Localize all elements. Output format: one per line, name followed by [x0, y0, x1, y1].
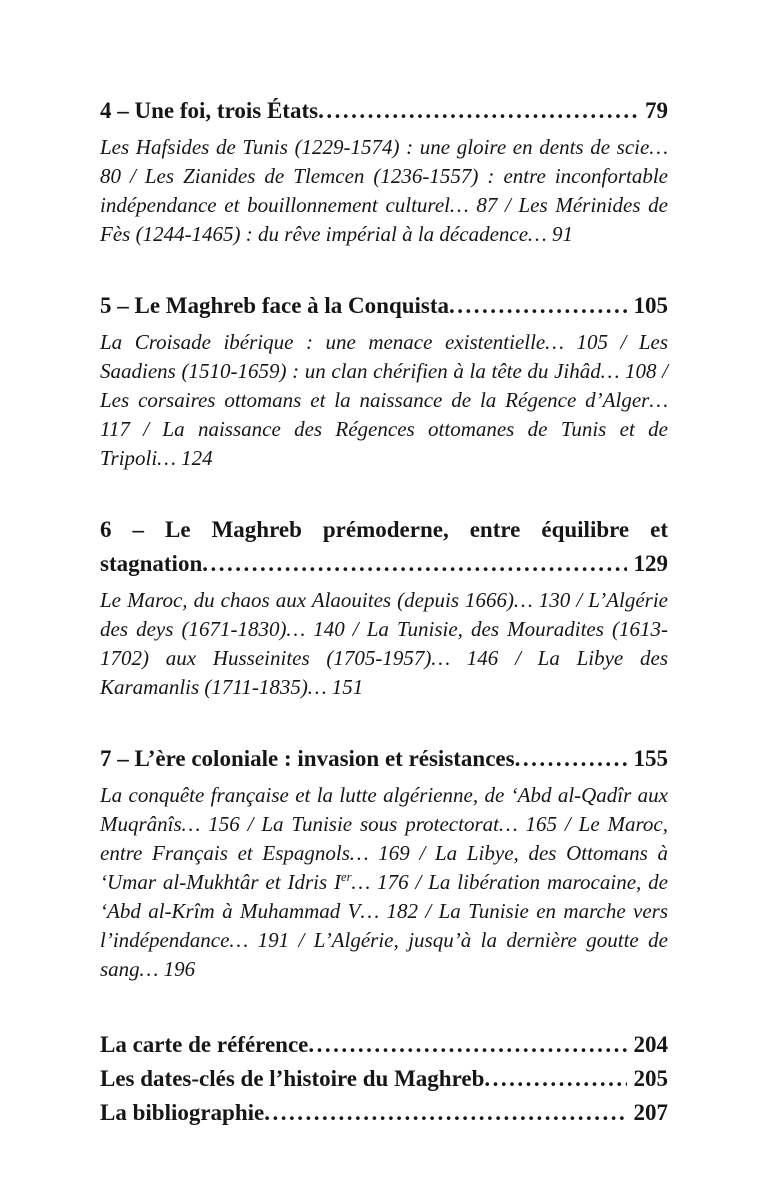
chapter-5-title: 5 – Le Maghreb face à la Conquista — [100, 293, 450, 318]
chapter-5-page-number: 105 — [633, 293, 668, 318]
toc-chapter-4 — [100, 94, 668, 249]
chapter-4-page-number: 79 — [645, 98, 668, 123]
dot-leader — [515, 742, 627, 776]
key-dates-page-number: 205 — [633, 1066, 668, 1091]
ordinal-superscript: er — [341, 870, 352, 884]
chapter-7-page-number: 155 — [633, 746, 668, 771]
toc-chapter-5 — [100, 289, 668, 473]
table-of-contents — [100, 94, 668, 1130]
chapter-7-title: 7 – L’ère coloniale : invasion et résistances — [100, 746, 515, 771]
chapter-7-summary — [100, 781, 668, 984]
dot-leader — [264, 1096, 626, 1130]
reference-map-page-number: 204 — [633, 1032, 668, 1057]
dot-leader — [318, 94, 638, 128]
dot-leader — [484, 1062, 626, 1096]
toc-entry-reference-map[interactable] — [100, 1028, 668, 1062]
toc-entry-chapter-5[interactable] — [100, 289, 668, 323]
chapter-6-title-line1[interactable]: 6 – Le Maghreb prémoderne, entre équilibre et — [100, 517, 668, 542]
summary-text-post: … 176 / La libération marocaine, de ‘Abd al-Krîm à Muhammad V… 182 / La Tunisie en marche vers l’indépendance… 191 / L’Algérie, jusqu’à la dernière goutte de sang… 196 — [100, 870, 668, 981]
toc-chapter-7 — [100, 742, 668, 984]
chapter-4-summary: Les Hafsides de Tunis (1229-1574) : une gloire en dents de scie… 80 / Les Zianides de Tlemcen (1236-1557) : entre inconfortable indépendance et bouillonnement culturel… 87 / Les Mérinides de Fès (1244-1465) : du rêve impérial à la décadence… 91 — [100, 135, 668, 246]
toc-entry-bibliography[interactable] — [100, 1096, 668, 1130]
dot-leader — [308, 1028, 626, 1062]
dot-leader — [449, 289, 626, 323]
chapter-6-summary: Le Maroc, du chaos aux Alaouites (depuis 1666)… 130 / L’Algérie des deys (1671-1830)… 140 / La Tunisie, des Mouradites (1613-1702) aux Husseinites (1705-1957)… 146 / La Libye des Karamanlis (1711-1835)… 151 — [100, 588, 668, 699]
bibliography-title: La bibliographie — [100, 1100, 265, 1125]
bibliography-page-number: 207 — [633, 1100, 668, 1125]
toc-entry-chapter-4[interactable] — [100, 94, 668, 128]
chapter-4-title: 4 – Une foi, trois États — [100, 98, 319, 123]
toc-entry-chapter-7[interactable] — [100, 742, 668, 776]
chapter-6-page-number: 129 — [633, 551, 668, 576]
back-matter-list — [100, 1028, 668, 1130]
chapter-5-summary: La Croisade ibérique : une menace existentielle… 105 / Les Saadiens (1510-1659) : un clan chérifien à la tête du Jihâd… 108 / Les corsaires ottomans et la naissance de la Régence d’Alger… 117 / La naissance des Régences ottomanes de Tunis et de Tripoli… 124 — [100, 330, 668, 470]
reference-map-title: La carte de référence — [100, 1032, 309, 1057]
toc-entry-key-dates[interactable] — [100, 1062, 668, 1096]
toc-entry-chapter-6[interactable] — [100, 547, 668, 581]
summary-text-pre: La conquête française et la lutte algérienne, de ‘Abd al-Qadîr aux Muqrânîs… 156 / La Tunisie sous protectorat… 165 / Le Maroc, entre Français et Espagnols… 169 / La Libye, des Ottomans à ‘Umar al-Mukhtâr et Idris I — [100, 783, 668, 894]
key-dates-title: Les dates-clés de l’histoire du Maghreb — [100, 1066, 485, 1091]
chapter-6-title-line2: stagnation — [100, 551, 203, 576]
toc-chapter-6 — [100, 513, 668, 702]
dot-leader — [202, 547, 626, 581]
